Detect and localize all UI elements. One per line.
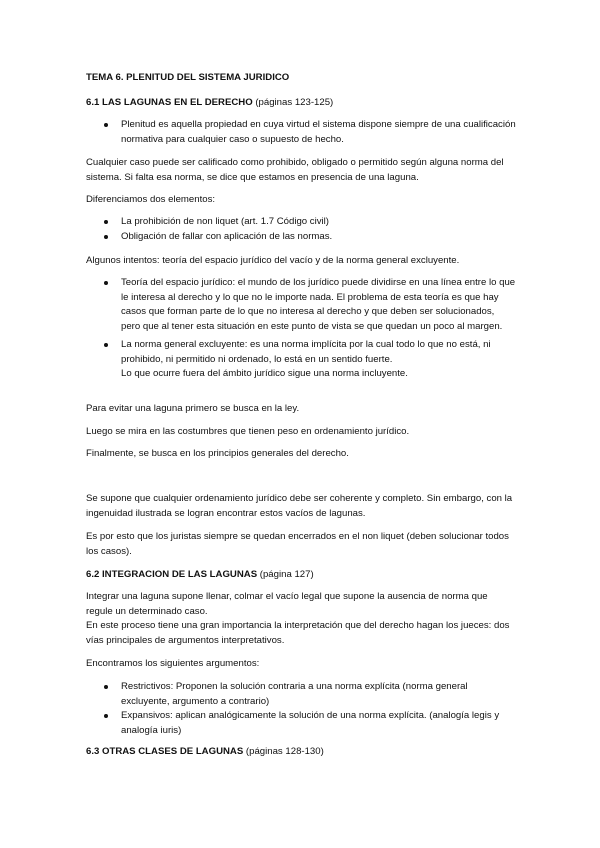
paragraph: Algunos intentos: teoría del espacio jurídico del vacío y de la norma general excluyente. <box>86 255 460 266</box>
list-item <box>86 680 516 709</box>
bullet-icon <box>104 343 108 347</box>
bullet-icon <box>104 685 108 689</box>
bullet-icon <box>104 220 108 224</box>
theories-list <box>86 276 516 382</box>
page-reference: (páginas 128-130) <box>243 746 324 757</box>
paragraph: Finalmente, se busca en los principios generales del derecho. <box>86 448 349 459</box>
bullet-icon <box>104 714 108 718</box>
paragraph: Luego se mira en las costumbres que tienen peso en ordenamiento jurídico. <box>86 426 410 437</box>
list-item <box>86 118 516 147</box>
list-item-text: La norma general excluyente: es una norma implícita por la cual todo lo que no está, ni prohibido, ni permitido ni ordenado, lo está en un sentido fuerte. <box>121 339 491 365</box>
section-heading-6-2 <box>86 568 516 583</box>
bullet-icon <box>104 281 108 285</box>
document-title: TEMA 6. PLENITUD DEL SISTEMA JURIDICO <box>86 72 290 83</box>
paragraph: Para evitar una laguna primero se busca en la ley. <box>86 403 300 414</box>
list-item-text: Teoría del espacio jurídico: el mundo de los jurídico puede dividirse en una línea entre lo que le interesa al derecho y lo que no le importe nada. El problema de esta teoría es que hay casos que forman parte de lo que no interesa al derecho y que deben ser solucionados, pero que al tener esta situación en este punto de vista se que quedan un poco al margen. <box>121 277 516 332</box>
section-title: 6.2 INTEGRACION DE LAS LAGUNAS <box>86 569 258 580</box>
list-item <box>86 230 516 245</box>
list-item <box>86 338 516 382</box>
list-item-text: Restrictivos: Proponen la solución contraria a una norma explícita (norma general excluyente, argumento a contrario) <box>121 681 468 707</box>
bullet-icon <box>104 235 108 239</box>
paragraph-line: En este proceso tiene una gran importancia la interpretación que del derecho hagan los jueces: dos vías principales de argumentos interpretativos. <box>86 620 510 646</box>
section-heading-6-3 <box>86 745 516 760</box>
section-heading-6-1 <box>86 96 516 111</box>
list-item-text: Expansivos: aplican analógicamente la solución de una norma explícita. (analogía legis y analogía iuris) <box>121 710 500 736</box>
list-item <box>86 276 516 338</box>
page-reference: (páginas 123-125) <box>252 97 334 108</box>
arguments-list <box>86 680 516 738</box>
paragraph-line: Integrar una laguna supone llenar, colmar el vacío legal que supone la ausencia de norma que regule un determinado caso. <box>86 591 488 617</box>
paragraph: Cualquier caso puede ser calificado como prohibido, obligado o permitido según alguna norma del sistema. Si falta esa norma, se dice que estamos en presencia de una laguna. <box>86 157 504 183</box>
section-title: 6.3 OTRAS CLASES DE LAGUNAS <box>86 746 244 757</box>
elements-list <box>86 215 516 244</box>
list-item-text: La prohibición de non liquet (art. 1.7 Código civil) <box>121 216 329 227</box>
paragraph <box>86 590 516 648</box>
list-item-text: Obligación de fallar con aplicación de las normas. <box>121 230 333 242</box>
list-item <box>86 709 516 738</box>
paragraph: Se supone que cualquier ordenamiento jurídico debe ser coherente y completo. Sin embargo, con la ingenuidad ilustrada se logran encontrar estos vacíos de lagunas. <box>86 493 513 519</box>
list-item <box>86 215 516 230</box>
bullet-icon <box>104 123 108 127</box>
list-item-text: Lo que ocurre fuera del ámbito jurídico sigue una norma incluyente. <box>121 368 408 379</box>
paragraph: Diferenciamos dos elementos: <box>86 194 216 205</box>
paragraph: Es por esto que los juristas siempre se quedan encerrados en el non liquet (deben solucionar todos los casos). <box>86 531 509 557</box>
page-reference: (página 127) <box>257 569 314 580</box>
paragraph: Encontramos los siguientes argumentos: <box>86 658 260 669</box>
list-item-text: Plenitud es aquella propiedad en cuya virtud el sistema dispone siempre de una cualificación normativa para cualquier caso o supuesto de hecho. <box>121 119 516 145</box>
definition-list <box>86 118 516 147</box>
section-title: 6.1 LAS LAGUNAS EN EL DERECHO <box>86 97 253 108</box>
